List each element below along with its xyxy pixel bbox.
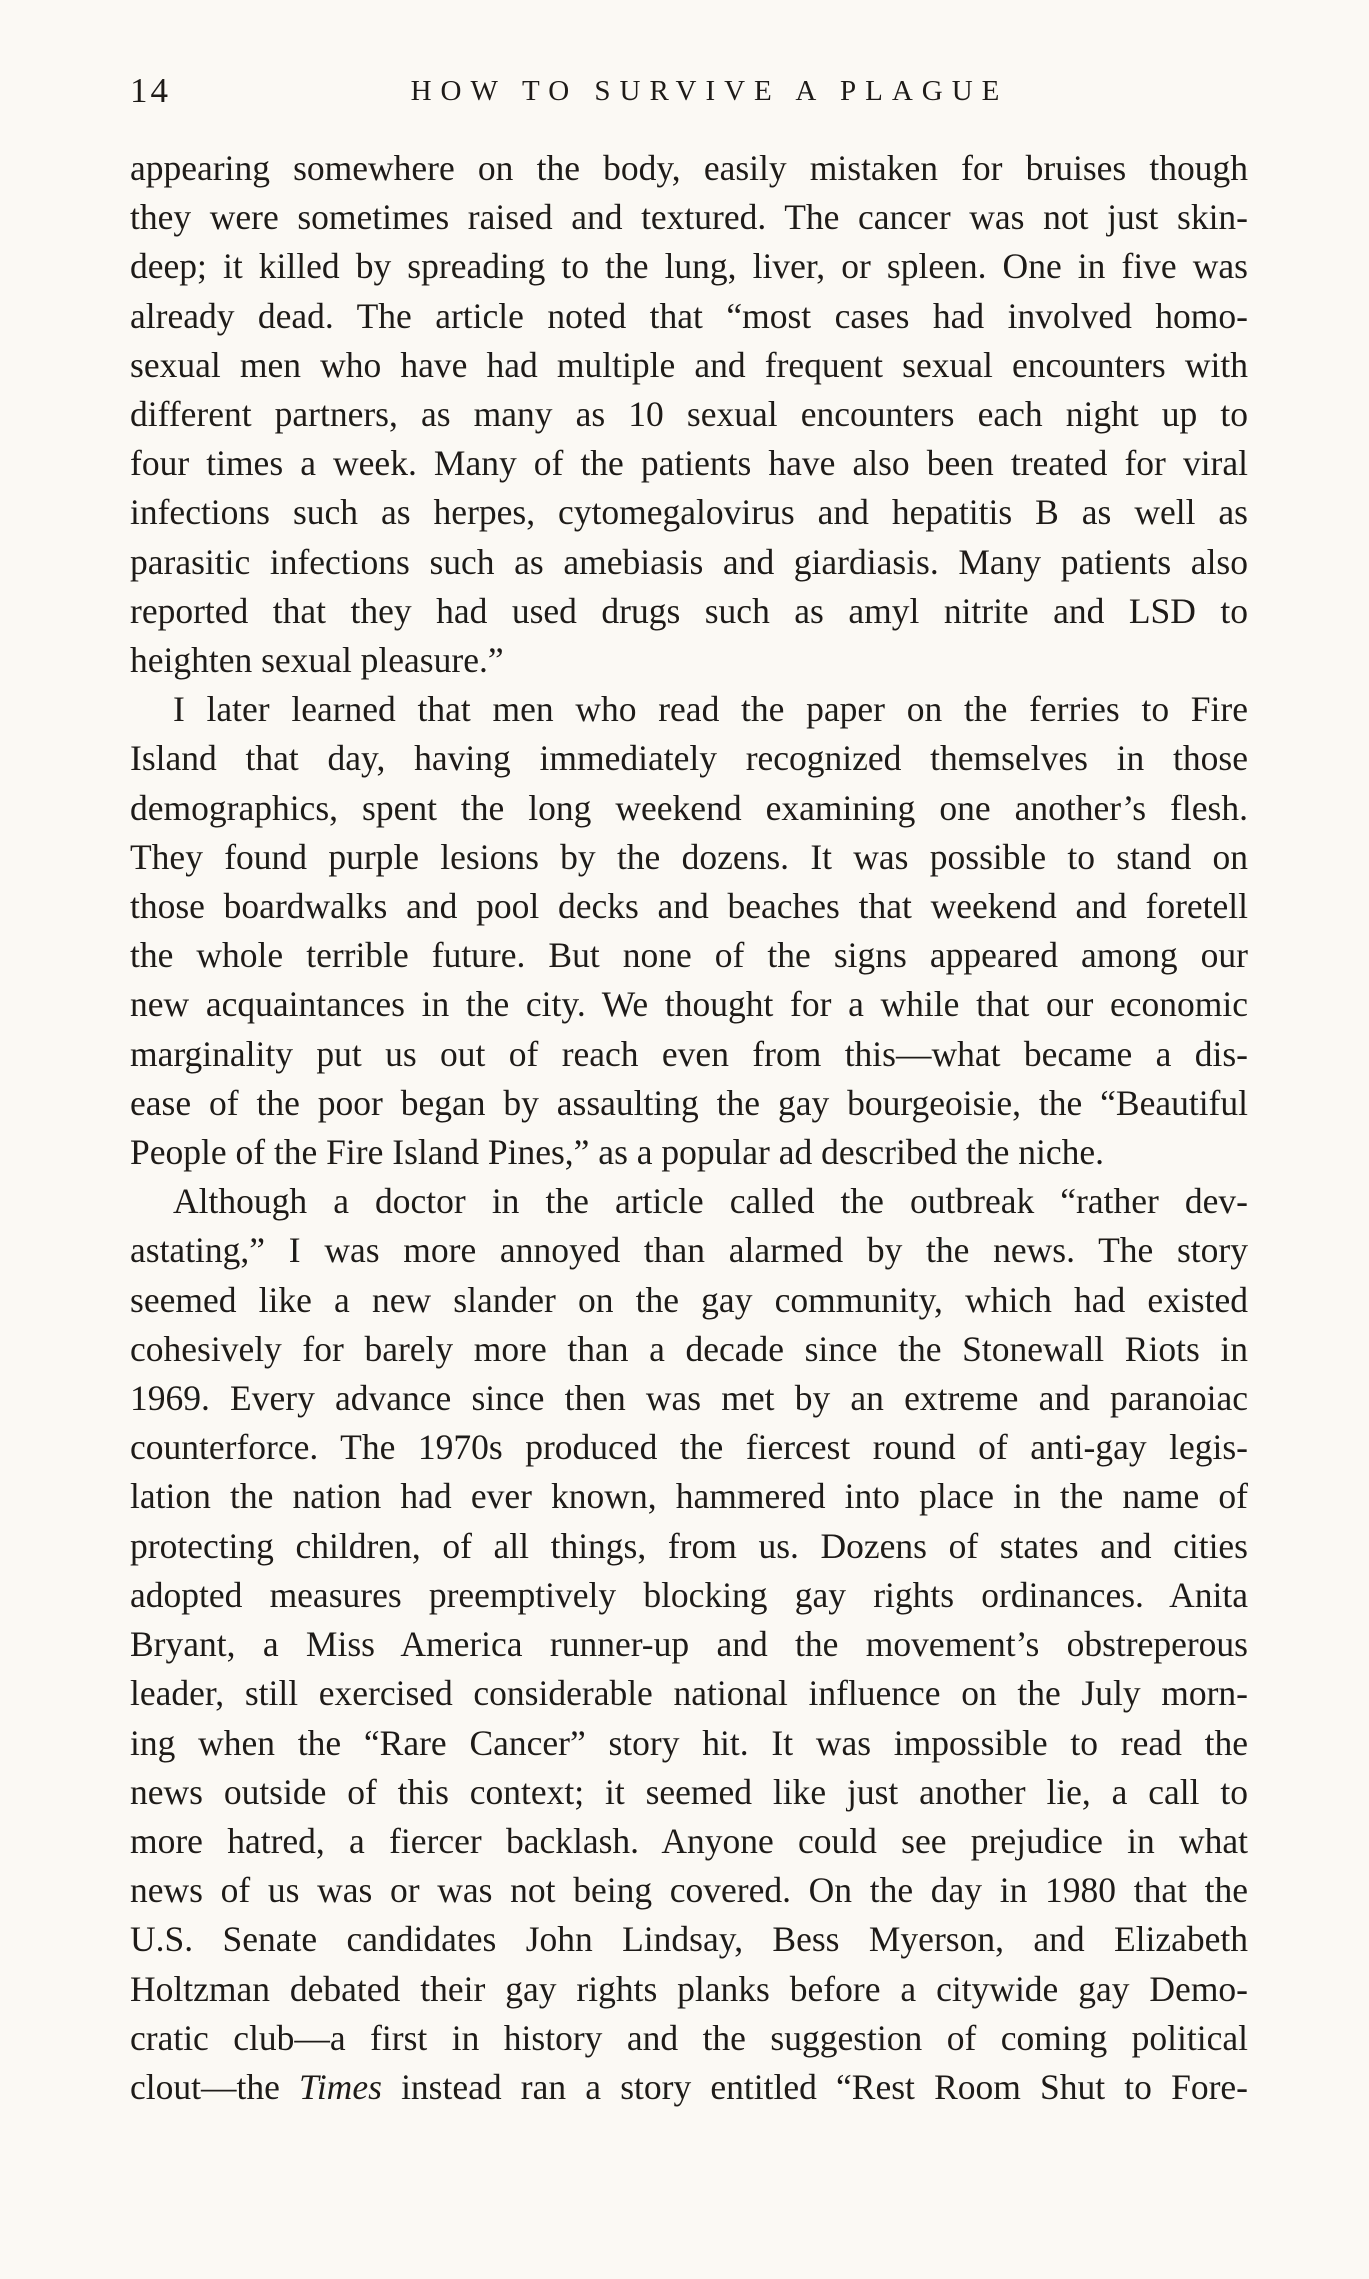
text-line: counterforce. The 1970s produced the fiercest round of anti-gay legis- [130, 1427, 1248, 1468]
paragraph-3 [130, 1177, 1248, 2112]
text-line-final [130, 2063, 1248, 2112]
text-line: astating,” I was more annoyed than alarmed by the news. The story [130, 1230, 1248, 1271]
text-line: ease of the poor began by assaulting the gay bourgeoisie, the “Beautiful [130, 1082, 1248, 1123]
text-line: infections such as herpes, cytomegalovirus and hepatitis B as well as [130, 492, 1248, 533]
text-line: four times a week. Many of the patients have also been treated for viral [130, 443, 1248, 484]
running-head [130, 66, 1249, 116]
text-line: appearing somewhere on the body, easily mistaken for bruises though [130, 148, 1248, 188]
text-line: cohesively for barely more than a decade since the Stonewall Riots in [130, 1328, 1248, 1369]
text-line: marginality put us out of reach even from this—what became a dis- [130, 1033, 1248, 1074]
text-line: news of us was or was not being covered. On the day in 1980 that the [130, 1870, 1248, 1911]
page-number: 14 [130, 71, 171, 110]
text-line: they were sometimes raised and textured. The cancer was not just skin- [130, 197, 1248, 238]
text-line: sexual men who have had multiple and frequent sexual encounters with [130, 344, 1248, 385]
text-line: People of the Fire Island Pines,” as a popular ad described the niche. [130, 1132, 1104, 1173]
text-line: 1969. Every advance since then was met by an extreme and paranoiac [130, 1378, 1248, 1419]
text-line: parasitic infections such as amebiasis and giardiasis. Many patients also [130, 541, 1248, 582]
text-line: They found purple lesions by the dozens. It was possible to stand on [130, 836, 1248, 877]
text-line: Island that day, having immediately recognized themselves in those [130, 738, 1248, 779]
text-line: leader, still exercised considerable national influence on the July morn- [130, 1673, 1248, 1714]
body-text [130, 144, 1248, 2112]
text-line: cratic club—a first in history and the suggestion of coming political [130, 2017, 1248, 2058]
text-line: already dead. The article noted that “most cases had involved homo- [130, 295, 1248, 336]
book-title: HOW TO SURVIVE A PLAGUE [410, 75, 1009, 107]
text-line: I later learned that men who read the paper on the ferries to Fire [173, 689, 1248, 730]
text-line: Although a doctor in the article called the outbreak “rather dev- [173, 1181, 1248, 1222]
text-line: adopted measures preemptively blocking gay rights ordinances. Anita [130, 1574, 1248, 1615]
text-line: deep; it killed by spreading to the lung, liver, or spleen. One in five was [130, 246, 1248, 287]
text-line: different partners, as many as 10 sexual encounters each night up to [130, 394, 1248, 435]
text-line: reported that they had used drugs such as amyl nitrite and LSD to [130, 590, 1248, 631]
text-line: lation the nation had ever known, hammered into place in the name of [130, 1476, 1248, 1517]
text-line: more hatred, a fiercer backlash. Anyone could see prejudice in what [130, 1820, 1248, 1861]
text-line: ing when the “Rare Cancer” story hit. It was impossible to read the [130, 1722, 1248, 1763]
newspaper-title: Times [299, 2066, 382, 2107]
text-line: the whole terrible future. But none of the signs appeared among our [130, 935, 1248, 976]
text-line: Holtzman debated their gay rights planks before a citywide gay Demo- [130, 1968, 1248, 2009]
text-line: demographics, spent the long weekend examining one another’s flesh. [130, 787, 1248, 828]
text-line: new acquaintances in the city. We thought for a while that our economic [130, 984, 1248, 1025]
text-line: those boardwalks and pool decks and beaches that weekend and foretell [130, 886, 1248, 927]
paragraph-1 [130, 144, 1248, 685]
text-line: seemed like a new slander on the gay community, which had existed [130, 1279, 1248, 1320]
text-line: protecting children, of all things, from us. Dozens of states and cities [130, 1525, 1248, 1566]
text-line: news outside of this context; it seemed like just another lie, a call to [130, 1771, 1248, 1812]
text-run: clout—the [130, 2066, 300, 2107]
text-line: U.S. Senate candidates John Lindsay, Bess Myerson, and Elizabeth [130, 1919, 1248, 1960]
text-line: Bryant, a Miss America runner-up and the movement’s obstreperous [130, 1624, 1248, 1665]
paragraph-2 [130, 685, 1248, 1177]
text-line: heighten sexual pleasure.” [130, 640, 504, 681]
text-run: instead ran a story entitled “Rest Room Shut to Fore- [381, 2066, 1248, 2107]
